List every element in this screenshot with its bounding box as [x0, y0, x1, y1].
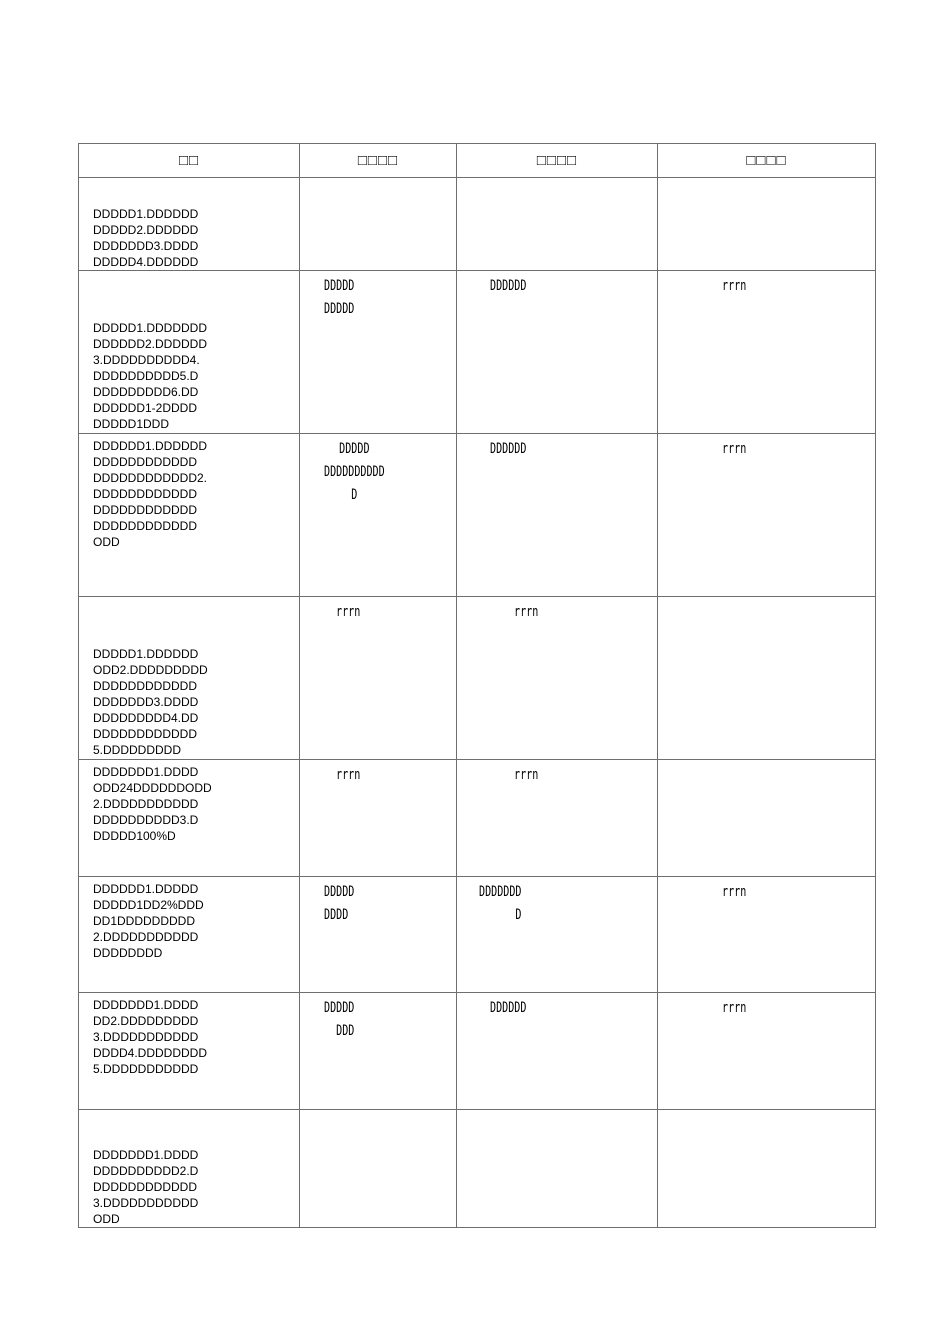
- table-row: [79, 178, 876, 271]
- item-cell: [79, 178, 300, 271]
- col3-cell: [658, 597, 876, 760]
- col2-text: DDDDDDD D: [479, 884, 522, 923]
- col1-text: DDDDD DDD: [324, 1000, 355, 1039]
- col1-text: DDDDD DDDD: [324, 884, 355, 923]
- item-text: DDDDD1.DDDDDD DDDDD2.DDDDDD DDDDDDD3.DDDD DDDDD4.DDDDDD: [93, 207, 199, 269]
- col1-cell: [300, 877, 457, 993]
- item-text: DDDDDDD1.DDDD ODD24DDDDDDODD 2.DDDDDDDDDDD DDDDDDDDDD3.D DDDDD100%D: [93, 765, 212, 843]
- item-cell: [79, 597, 300, 760]
- item-cell: [79, 271, 300, 434]
- item-cell: [79, 993, 300, 1110]
- col2-cell: [457, 993, 658, 1110]
- item-text: DDDDDD1.DDDDDD DDDDDDDDDDDD DDDDDDDDDDDD2. DDDDDDDDDDDD DDDDDDDDDDDD DDDDDDDDDDDD ODD: [93, 439, 207, 549]
- col3-cell: [658, 434, 876, 597]
- col3-cell: [658, 877, 876, 993]
- table-row: [79, 877, 876, 993]
- document-table: [78, 143, 876, 1228]
- col3-text: rrrn: [722, 441, 747, 457]
- col1-cell: [300, 1110, 457, 1228]
- col2-cell: [457, 434, 658, 597]
- col2-cell: [457, 1110, 658, 1228]
- col2-text: DDDDDD: [490, 441, 527, 457]
- item-text: DDDDDDD1.DDDD DDDDDDDDDD2.D DDDDDDDDDDDD 3.DDDDDDDDDDD ODD: [93, 1148, 199, 1226]
- col3-cell: [658, 178, 876, 271]
- col2-cell: [457, 760, 658, 877]
- col1-text: DDDDD DDDDD: [324, 278, 355, 317]
- col3-cell: [658, 760, 876, 877]
- item-cell: [79, 434, 300, 597]
- item-text: DDDDD1.DDDDDDD DDDDDD2.DDDDDD 3.DDDDDDDDDD4. DDDDDDDDDD5.D DDDDDDDDD6.DD DDDDDD1-2DDDD DDDDD1DDD: [93, 321, 207, 431]
- item-text: DDDDDD1.DDDDD DDDDD1DD2%DDD DD1DDDDDDDDD 2.DDDDDDDDDDD DDDDDDDD: [93, 882, 204, 960]
- table-row: [79, 993, 876, 1110]
- table-header-row: [79, 144, 876, 178]
- table-row: [79, 271, 876, 434]
- col2-cell: [457, 271, 658, 434]
- header-cell-col3: □□□□: [658, 144, 876, 178]
- item-text: DDDDDDD1.DDDD DD2.DDDDDDDDD 3.DDDDDDDDDDD DDDD4.DDDDDDDD 5.DDDDDDDDDDD: [93, 998, 207, 1076]
- col3-cell: [658, 993, 876, 1110]
- header-cell-col2: □□□□: [457, 144, 658, 178]
- col2-cell: [457, 877, 658, 993]
- col1-text: rrrn: [336, 604, 361, 620]
- col3-text: rrrn: [722, 278, 747, 294]
- col2-cell: [457, 178, 658, 271]
- col1-text: DDDDD DDDDDDDDDD D: [324, 441, 385, 503]
- table-row: [79, 1110, 876, 1228]
- col1-cell: [300, 597, 457, 760]
- item-text: DDDDD1.DDDDDD ODD2.DDDDDDDDD DDDDDDDDDDDD DDDDDDD3.DDDD DDDDDDDDD4.DD DDDDDDDDDDDD 5.DDDDDDDDD: [93, 647, 208, 757]
- col2-text: DDDDDD: [490, 278, 527, 294]
- item-cell: [79, 760, 300, 877]
- col2-cell: [457, 597, 658, 760]
- table-row: [79, 434, 876, 597]
- item-cell: [79, 1110, 300, 1228]
- header-cell-col1: □□□□: [300, 144, 457, 178]
- col1-text: rrrn: [336, 767, 361, 783]
- col3-text: rrrn: [722, 884, 747, 900]
- col3-cell: [658, 271, 876, 434]
- item-cell: [79, 877, 300, 993]
- table-row: [79, 597, 876, 760]
- col1-cell: [300, 760, 457, 877]
- table-row: [79, 760, 876, 877]
- col1-cell: [300, 434, 457, 597]
- col3-cell: [658, 1110, 876, 1228]
- col2-text: rrrn: [514, 767, 539, 783]
- col2-text: rrrn: [514, 604, 539, 620]
- col1-cell: [300, 993, 457, 1110]
- header-cell-item: □□: [79, 144, 300, 178]
- col1-cell: [300, 271, 457, 434]
- col2-text: DDDDDD: [490, 1000, 527, 1016]
- col1-cell: [300, 178, 457, 271]
- col3-text: rrrn: [722, 1000, 747, 1016]
